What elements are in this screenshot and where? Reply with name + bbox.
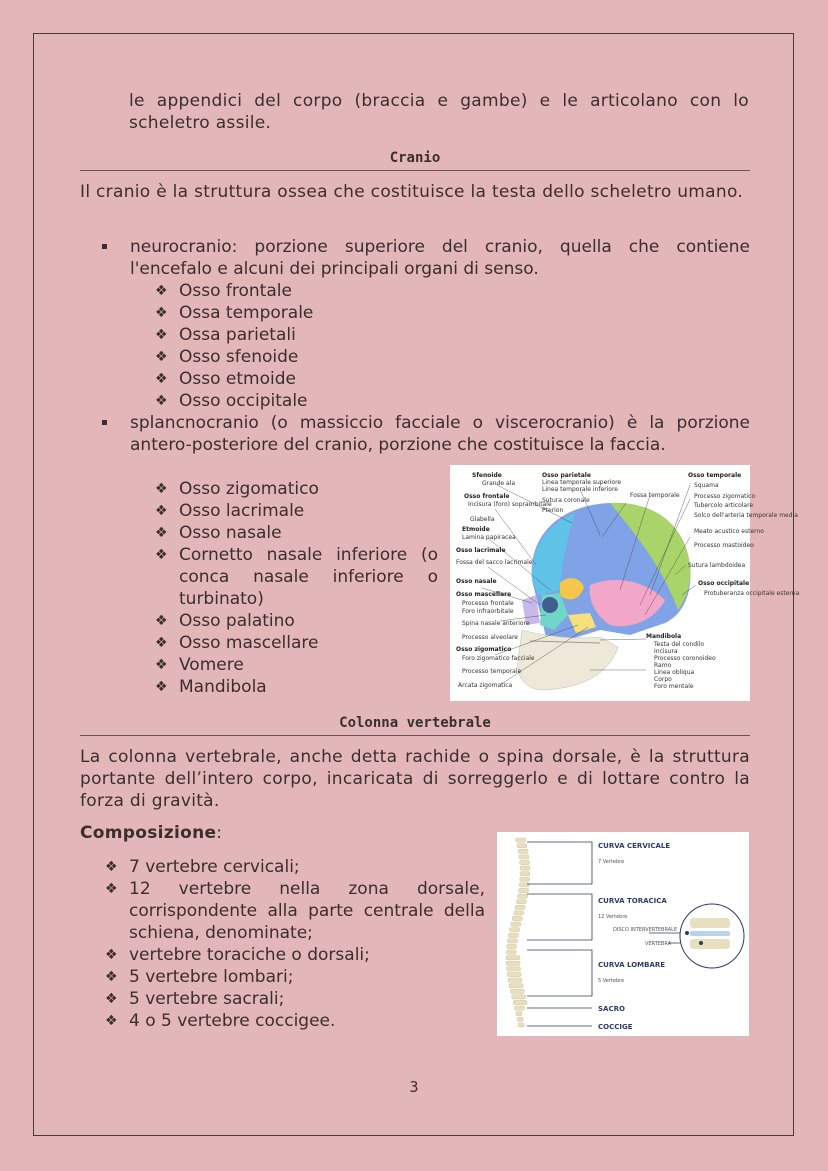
diamond-bullet-icon: ❖ — [155, 305, 168, 321]
diamond-bullet-icon: ❖ — [105, 991, 118, 1007]
diamond-bullet-icon: ❖ — [155, 327, 168, 343]
label-processo-mast: Processo mastoideo — [694, 542, 754, 549]
list-item: ❖ Osso zigomatico — [155, 479, 319, 499]
vertebra-shape — [514, 911, 524, 915]
diamond-bullet-icon: ❖ — [105, 859, 118, 875]
vertebra-shape — [512, 995, 526, 999]
neuro-bones-list — [155, 280, 455, 412]
list-item: ❖ 7 vertebre cervicali; — [105, 857, 300, 877]
label-vertebra: VERTEBRA — [645, 941, 672, 947]
zoom-vertebra-bottom — [690, 939, 730, 949]
label-glabella: Glabella — [470, 516, 495, 523]
list-item: ❖ Osso etmoide — [155, 369, 296, 389]
vertebra-shape — [519, 855, 529, 859]
heading-cranio: Cranio — [389, 150, 441, 166]
vertebra-shape — [507, 944, 517, 948]
list-item: ❖ Osso lacrimale — [155, 501, 305, 521]
skull-illustration — [450, 465, 800, 701]
label-fossa-temporale: Fossa temporale — [630, 492, 680, 499]
label-osso-nasale: Osso nasale — [456, 578, 497, 585]
list-item: ❖ Cornetto nasale inferiore (o conca nasale inferiore o turbinato) — [155, 545, 438, 609]
label-osso-mascellare: Osso mascellare — [456, 591, 512, 598]
vertebrae-group — [506, 838, 530, 1027]
vertebra-shape — [520, 877, 530, 881]
vertebra-shape — [518, 1023, 524, 1027]
label-lombare-sub: 5 Vertebre — [598, 978, 625, 984]
label-lombare: CURVA LOMBARE — [598, 961, 666, 969]
vertebra-shape — [520, 860, 530, 864]
vertebra-shape — [518, 894, 528, 898]
divider-colonna — [80, 735, 750, 736]
label-ramo: Ramo — [654, 662, 672, 669]
heading-colonna: Colonna vertebrale — [339, 715, 491, 731]
list-item: ❖ 12 vertebre nella zona dorsale, corrispondente alla parte centrale della schiena, denominate; — [105, 879, 485, 943]
label-osso-zigomatico: Osso zigomatico — [456, 646, 512, 653]
diamond-bullet-icon: ❖ — [105, 969, 118, 985]
vertebra-shape — [509, 984, 523, 988]
page-number: 3 — [409, 1078, 419, 1096]
label-osso-occipitale: Osso occipitale — [698, 580, 750, 587]
label-disco: DISCO INTERVERTEBRALE — [613, 927, 678, 933]
list-item: ❖ 5 vertebre lombari; — [105, 967, 294, 987]
spine-illustration — [497, 832, 749, 1036]
vertebra-shape — [520, 866, 530, 870]
intro-text: le appendici del corpo (braccia e gambe) e le articolano con lo scheletro assile. — [129, 91, 749, 133]
composizione-heading: Composizione: — [80, 823, 223, 843]
vertebra-shape — [506, 950, 516, 954]
cranio-paragraph: Il cranio è la struttura ossea che costituisce la testa dello scheletro umano. — [80, 182, 744, 202]
list-item: ❖ Ossa parietali — [155, 325, 296, 345]
square-bullet-icon — [102, 244, 107, 249]
neuro-list — [80, 236, 750, 280]
divider-cranio — [80, 170, 750, 171]
list-item: ❖ Mandibola — [155, 677, 267, 697]
vertebra-shape — [506, 961, 520, 965]
list-item: ❖ 4 o 5 vertebre coccigee. — [105, 1011, 336, 1031]
list-item: ❖ Osso sfenoide — [155, 347, 299, 367]
zoom-vertebra-top — [690, 918, 730, 928]
label-linea-inf: Linea temporale inferiore — [542, 486, 618, 493]
zoom-disc — [690, 931, 730, 936]
vertebra-shape — [519, 888, 529, 892]
label-linea-sup: Linea temporale superiore — [542, 479, 622, 486]
vertebra-shape — [517, 1017, 523, 1021]
bracket-lines — [527, 842, 701, 1026]
vertebra-shape — [508, 933, 518, 937]
label-incisura-m: Incisura — [654, 648, 678, 655]
diamond-bullet-icon: ❖ — [105, 947, 118, 963]
vertebra-shape — [515, 905, 525, 909]
diamond-bullet-icon: ❖ — [155, 525, 168, 541]
diamond-bullet-icon: ❖ — [155, 283, 168, 299]
vertebra-shape — [506, 956, 520, 960]
label-coccige: COCCIGE — [598, 1023, 633, 1031]
list-item: ❖ Vomere — [155, 655, 244, 675]
vertebra-shape — [510, 989, 524, 993]
vertebra-shape — [519, 883, 529, 887]
label-processo-coronoide: Processo coronoideo — [654, 655, 716, 662]
vertebra-pointer — [699, 941, 703, 945]
colonna-paragraph: La colonna vertebrale, anche detta rachide o spina dorsale, è la struttura portante dell’intero corpo, incaricata di sorreggerlo e di lottare contro la forza di gravità. — [80, 747, 750, 811]
label-grande-ala: Grande ala — [482, 480, 516, 487]
label-lamina: Lamina papiracea — [462, 534, 516, 541]
list-item: ❖ Osso occipitale — [155, 391, 308, 411]
vertebra-shape — [517, 844, 527, 848]
vertebra-shape — [516, 838, 526, 842]
label-cervicale-sub: 7 Vertebre — [598, 859, 625, 865]
skull-figure — [450, 465, 800, 701]
label-toracica-sub: 12 Vertebre — [598, 914, 628, 920]
vertebra-shape — [520, 872, 530, 876]
vertebra-shape — [516, 1012, 522, 1016]
label-pterion: Pterion — [542, 507, 564, 514]
label-osso-frontale: Osso frontale — [464, 493, 510, 500]
label-sutura-lambdoidea: Sutura lambdoidea — [688, 562, 746, 569]
composizione-list — [105, 856, 485, 1032]
label-testa-condilo: Testa del condilo — [654, 641, 705, 648]
label-linea-obliqua: Linea obliqua — [654, 669, 695, 676]
label-corpo: Corpo — [654, 676, 672, 683]
splanc-bones-list — [155, 478, 438, 698]
orbit-shape — [542, 597, 558, 613]
list-item: ❖ Osso nasale — [155, 523, 282, 543]
label-cervicale: CURVA CERVICALE — [598, 842, 671, 850]
label-fossa: Fossa del sacco lacrimale — [456, 559, 533, 566]
vertebra-shape — [513, 1000, 527, 1004]
square-bullet-icon — [102, 420, 107, 425]
label-sutura-coronale: Sutura coronale — [542, 497, 590, 504]
vertebra-shape — [516, 900, 526, 904]
label-protuberanza: Protuberanza occipitale esterna — [704, 590, 800, 597]
label-sfenoide: Sfenoide — [472, 472, 502, 479]
splanc-item: splancnocranio (o massiccio facciale o viscerocranio) è la porzione antero-posteriore del cranio, porzione che costituisce la faccia. — [80, 412, 750, 456]
vertebra-shape — [514, 1006, 524, 1010]
list-item: ❖ 5 vertebre sacrali; — [105, 989, 285, 1009]
diamond-bullet-icon: ❖ — [155, 547, 168, 563]
label-mandibola: Mandibola — [646, 633, 682, 640]
label-etmoide: Etmoide — [462, 526, 490, 533]
list-item: ❖ vertebre toraciche o dorsali; — [105, 945, 370, 965]
label-arcata: Arcata zigomatica — [458, 682, 513, 689]
list-item: ❖ Osso mascellare — [155, 633, 319, 653]
diamond-bullet-icon: ❖ — [105, 1013, 118, 1029]
diamond-bullet-icon: ❖ — [155, 657, 168, 673]
vertebra-shape — [507, 972, 521, 976]
diamond-bullet-icon: ❖ — [155, 679, 168, 695]
list-item: ❖ Osso palatino — [155, 611, 295, 631]
list-item: ❖ Ossa temporale — [155, 303, 314, 323]
label-osso-parietale: Osso parietale — [542, 472, 591, 479]
vertebra-shape — [507, 939, 517, 943]
label-processo-alveolare: Processo alveolare — [462, 634, 518, 641]
label-foro-zig: Foro zigomatico facciale — [462, 655, 535, 662]
diamond-bullet-icon: ❖ — [155, 371, 168, 387]
vertebra-shape — [510, 928, 520, 932]
label-squama: Squama — [694, 482, 719, 489]
vertebra-shape — [512, 916, 522, 920]
label-osso-temporale: Osso temporale — [688, 472, 742, 479]
vertebra-shape — [508, 978, 522, 982]
vertebra-shape — [518, 849, 528, 853]
neuro-item: neurocranio: porzione superiore del cranio, quella che contiene l'encefalo e alcuni dei principali organi di senso. — [80, 236, 750, 280]
label-toracica: CURVA TORACICA — [598, 897, 667, 905]
diamond-bullet-icon: ❖ — [155, 503, 168, 519]
label-foro-mentale: Foro mentale — [654, 683, 694, 690]
diamond-bullet-icon: ❖ — [105, 881, 118, 897]
label-foro-infra: Foro infraorbitale — [462, 608, 514, 615]
label-solco: Solco dell'arteria temporale media — [694, 512, 798, 519]
diamond-bullet-icon: ❖ — [155, 481, 168, 497]
diamond-bullet-icon: ❖ — [155, 635, 168, 651]
label-processo-temp: Processo temporale — [462, 668, 522, 675]
label-processo-frontale: Processo frontale — [462, 600, 514, 607]
disc-pointer — [685, 931, 689, 935]
vertebra-shape — [511, 922, 521, 926]
spine-figure — [497, 832, 749, 1036]
label-tubercolo: Tubercolo articolare — [694, 502, 754, 509]
label-incisura: Incisura (foro) sopraorbitale — [468, 501, 552, 508]
label-processo-zig: Processo zigomatico — [694, 493, 756, 500]
vertebra-shape — [506, 967, 520, 971]
label-spina: Spina nasale anteriore — [462, 620, 530, 627]
splanc-list — [80, 412, 750, 456]
list-item: ❖ Osso frontale — [155, 281, 292, 301]
label-meato: Meato acustico esterno — [694, 528, 764, 535]
label-sacro: SACRO — [598, 1005, 625, 1013]
diamond-bullet-icon: ❖ — [155, 613, 168, 629]
diamond-bullet-icon: ❖ — [155, 349, 168, 365]
label-osso-lacrimale: Osso lacrimale — [456, 547, 506, 554]
diamond-bullet-icon: ❖ — [155, 393, 168, 409]
